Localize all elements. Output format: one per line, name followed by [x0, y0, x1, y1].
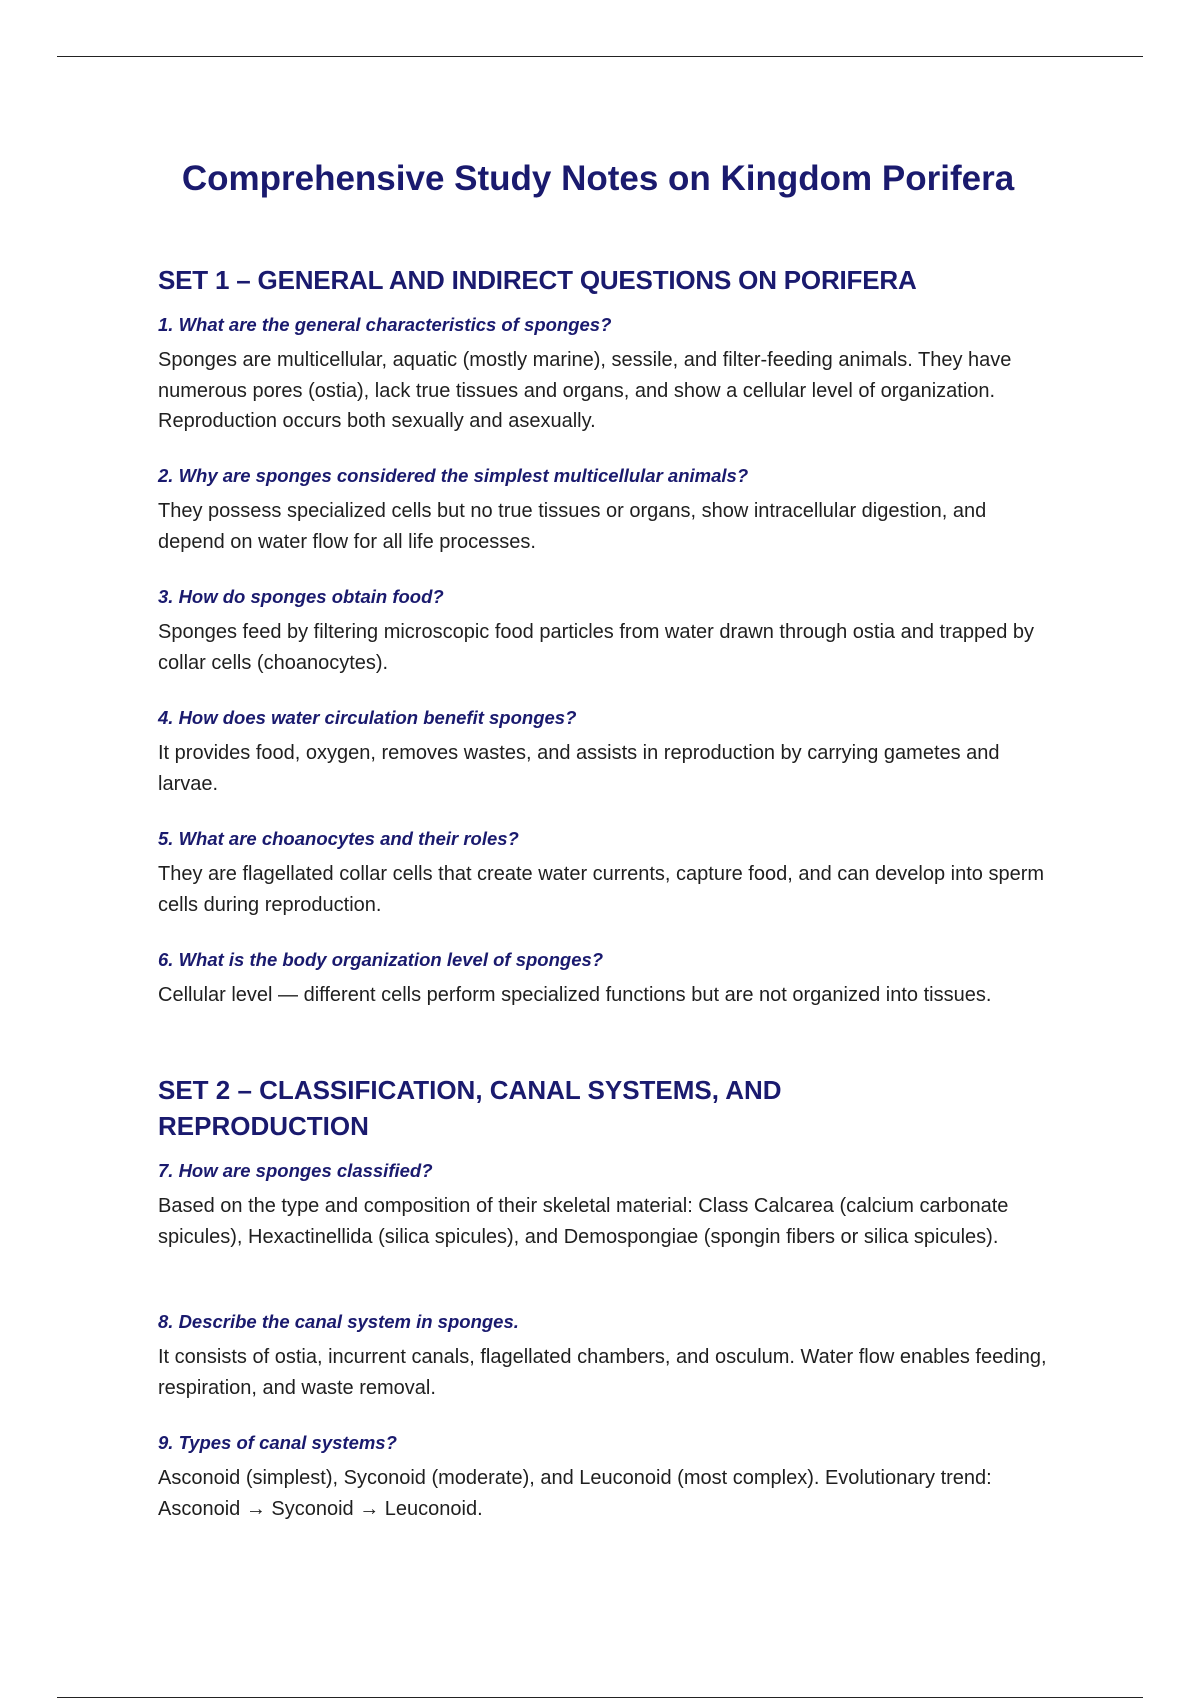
- answer: Asconoid (simplest), Syconoid (moderate), and Leuconoid (most complex). Evolutionary trend: Asconoid → Syconoid → Leuconoid.: [158, 1467, 992, 1520]
- qa-item: [158, 1158, 1048, 1252]
- qa-item: [158, 584, 1048, 678]
- section-heading: SET 1 – GENERAL AND INDIRECT QUESTIONS ON PORIFERA: [158, 265, 917, 295]
- question: 9. Types of canal systems?: [158, 1432, 397, 1453]
- answer: Sponges are multicellular, aquatic (mostly marine), sessile, and filter-feeding animals. They have numerous pores (ostia), lack true tissues and organs, and show a cellular level of organization. Reproduction occurs both sexually and asexually.: [158, 349, 1012, 432]
- question: 3. How do sponges obtain food?: [158, 586, 444, 607]
- answer: Cellular level — different cells perform specialized functions but are not organized into tissues.: [158, 984, 992, 1006]
- answer: It provides food, oxygen, removes wastes, and assists in reproduction by carrying gametes and larvae.: [158, 742, 1000, 795]
- answer: Based on the type and composition of their skeletal material: Class Calcarea (calcium carbonate spicules), Hexactinellida (silica spicules), and Demospongiae (spongin fibers or silica spicules).: [158, 1195, 1009, 1248]
- qa-item: [158, 1430, 1048, 1524]
- question: 4. How does water circulation benefit sponges?: [158, 707, 577, 728]
- answer: It consists of ostia, incurrent canals, flagellated chambers, and osculum. Water flow enables feeding, respiration, and waste removal.: [158, 1346, 1047, 1399]
- qa-item: [158, 312, 1048, 437]
- qa-item: [158, 463, 1048, 557]
- question: 1. What are the general characteristics of sponges?: [158, 314, 612, 335]
- top-rule: [57, 56, 1143, 57]
- answer: They possess specialized cells but no true tissues or organs, show intracellular digestion, and depend on water flow for all life processes.: [158, 500, 987, 553]
- set-2-heading-block: [158, 1072, 878, 1144]
- page-title: Comprehensive Study Notes on Kingdom Porifera: [181, 159, 1015, 198]
- question: 7. How are sponges classified?: [158, 1160, 433, 1181]
- answer: Sponges feed by filtering microscopic food particles from water drawn through ostia and trapped by collar cells (choanocytes).: [158, 621, 1035, 674]
- question: 5. What are choanocytes and their roles?: [158, 828, 519, 849]
- qa-item: [158, 947, 1048, 1011]
- section-heading: SET 2 – CLASSIFICATION, CANAL SYSTEMS, AND REPRODUCTION: [158, 1075, 782, 1141]
- qa-item: [158, 1309, 1048, 1403]
- qa-item: [158, 705, 1048, 799]
- bottom-rule: [57, 1697, 1143, 1698]
- question: 2. Why are sponges considered the simplest multicellular animals?: [158, 465, 749, 486]
- question: 8. Describe the canal system in sponges.: [158, 1311, 519, 1332]
- answer: They are flagellated collar cells that create water currents, capture food, and can develop into sperm cells during reproduction.: [158, 863, 1045, 916]
- question: 6. What is the body organization level of sponges?: [158, 949, 604, 970]
- qa-item: [158, 826, 1048, 920]
- set-1-heading-block: [158, 262, 1048, 298]
